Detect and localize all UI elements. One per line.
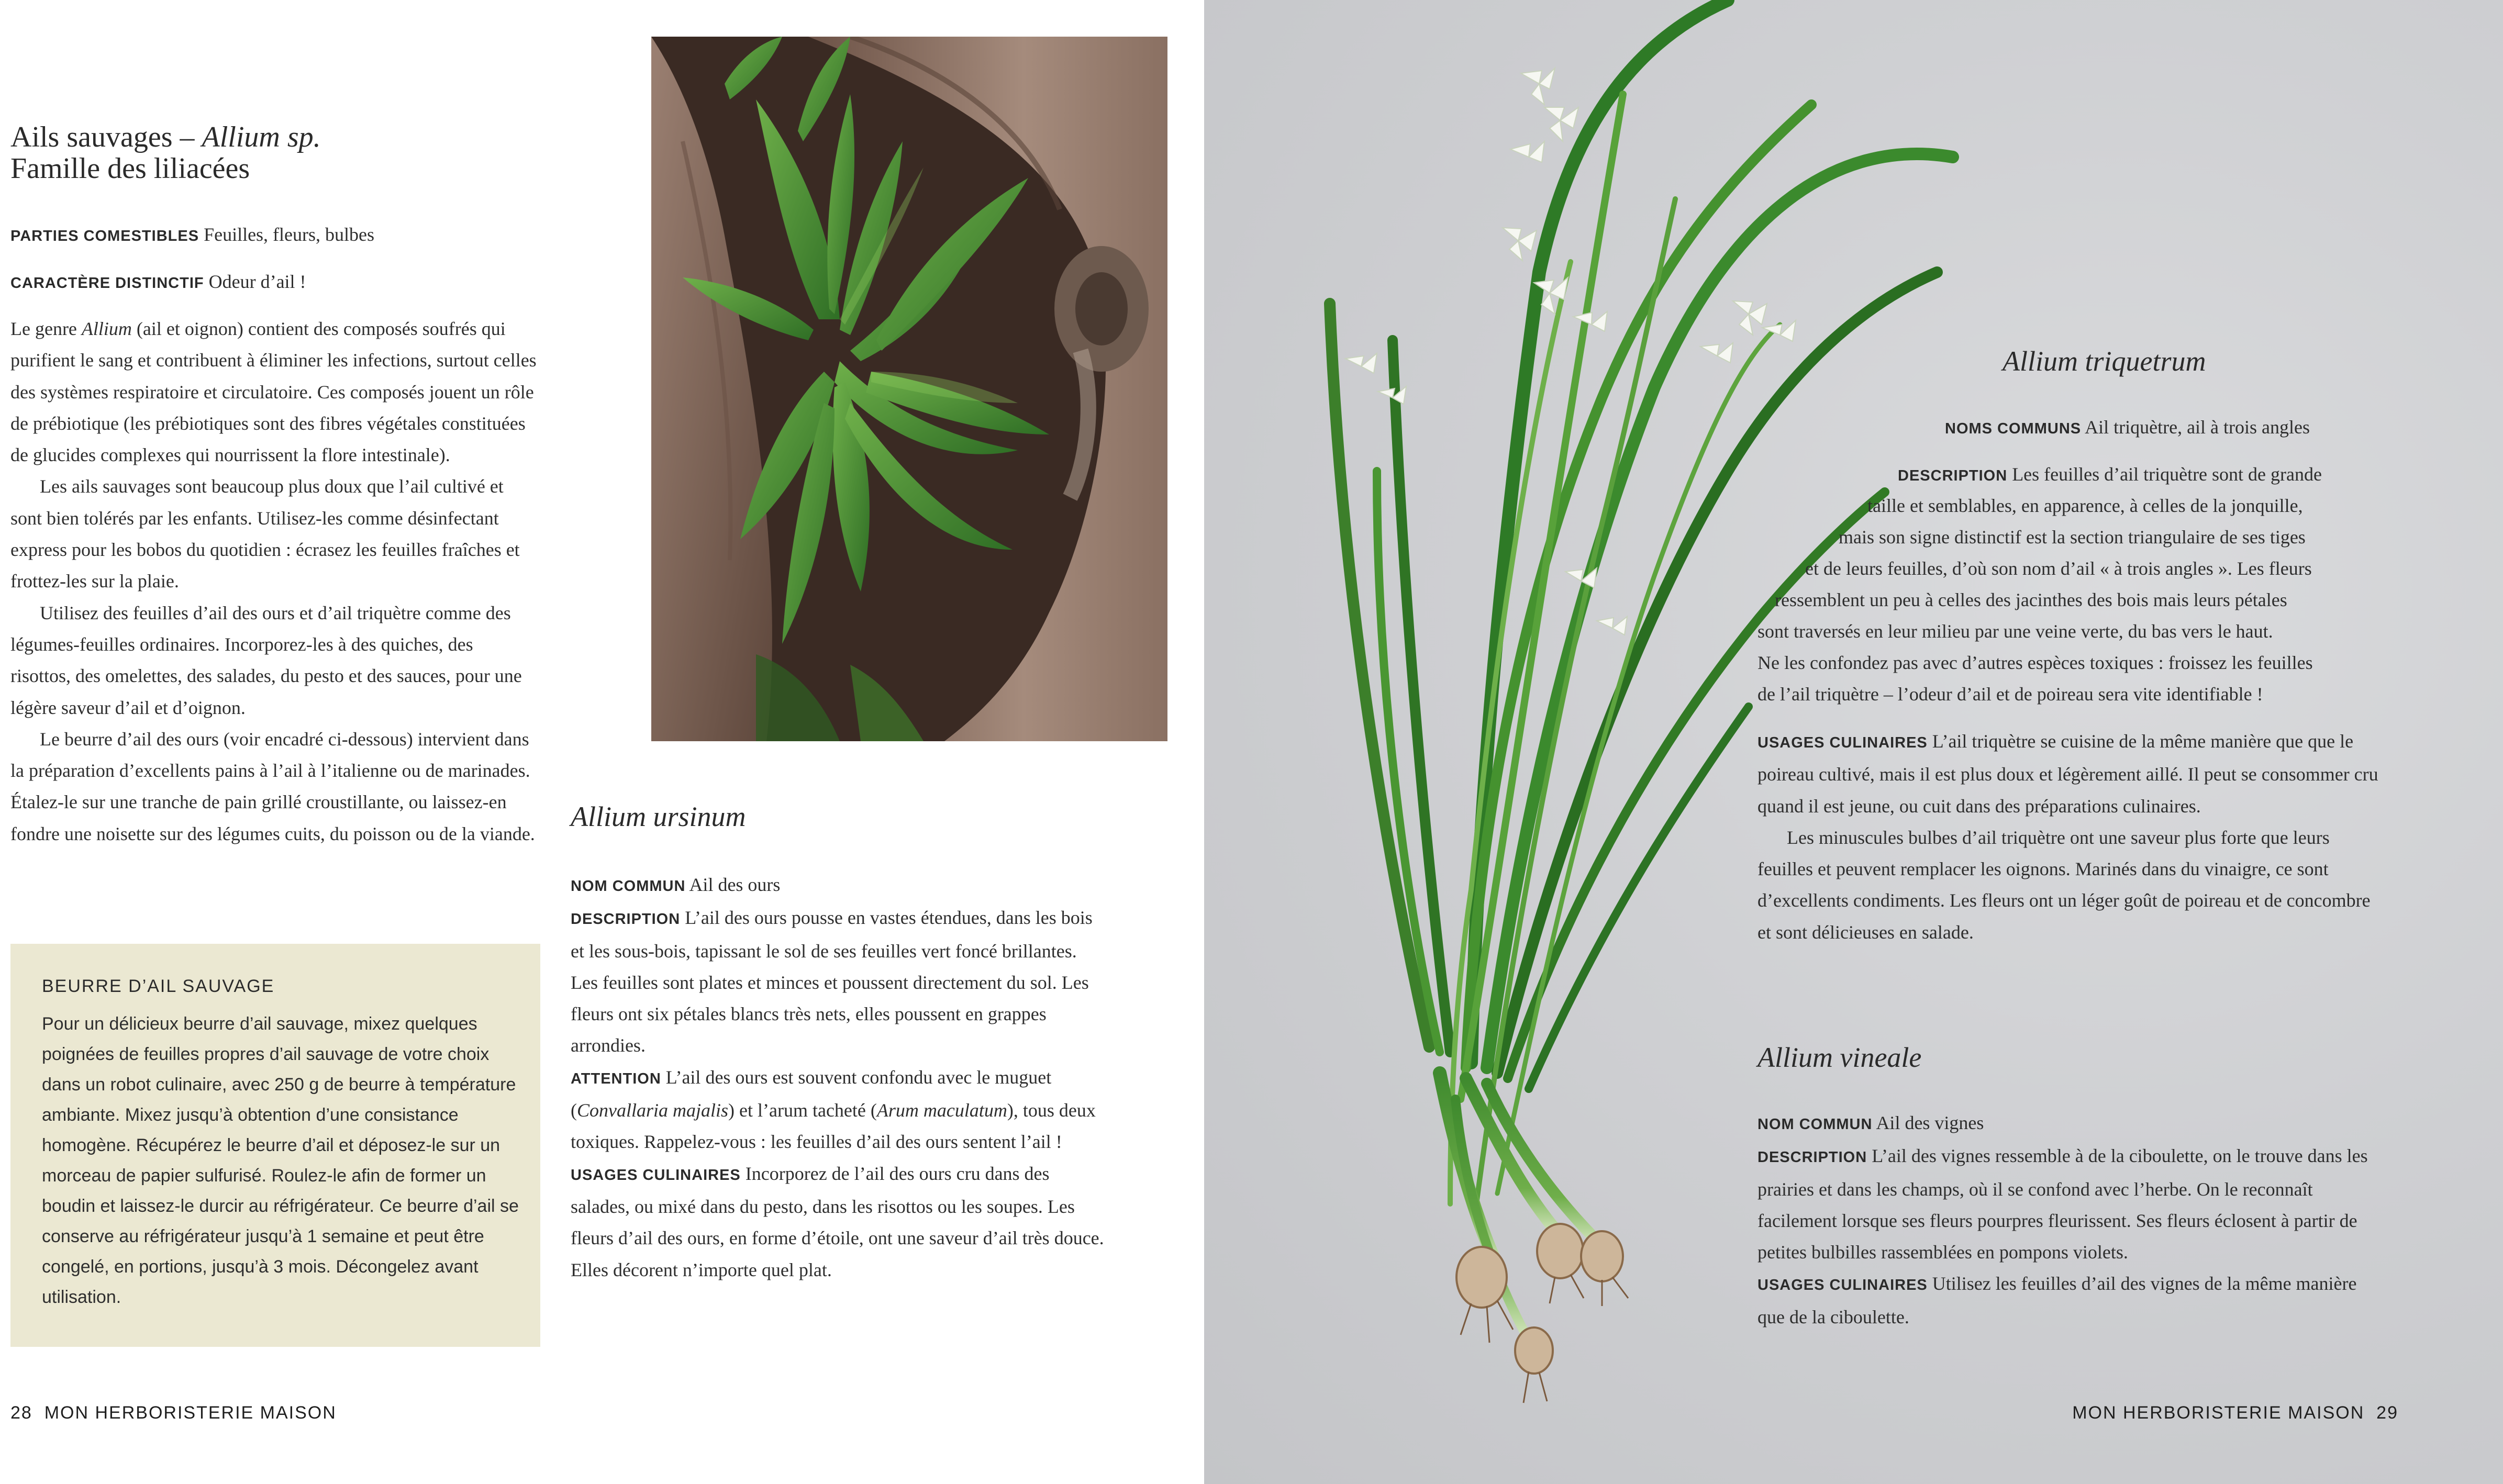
vineale-section [1757,1107,2386,1333]
caractere-text: Odeur d’ail ! [208,271,306,292]
caractere-label: CARACTÈRE DISTINCTIF [10,275,204,292]
ramsons-photo [651,37,1167,741]
triquetrum-heading: Allium triquetrum [2003,345,2206,377]
page-number-left: 28 [10,1403,32,1423]
vineale-desc-text: L’ail des vignes ressemble à de la ciboulette, on le trouve dans les prairies et dans les champs, où il se confond avec l’herbe. On le reconnaît facilement lorsque ses fleurs pourpres fleurissent. Ses fleurs éclosent à partir de petites bulbilles rassemblées en pompons violets. [1757,1145,2368,1263]
ursinum-heading: Allium ursinum [571,801,746,832]
right-footer [2072,1403,2398,1423]
paragraph-2: Les ails sauvages sont beaucoup plus doux que l’ail cultivé et sont bien tolérés par les enfants. Utilisez-les comme désinfectant express pour les bobos du quotidien : écrasez les feuilles fraîches et frottez-les sur la plaie. [10,476,520,592]
ursinum-desc-text: L’ail des ours pousse en vastes étendues, dans les bois et les sous-bois, tapissant le sol de ses feuilles vert foncé brillantes. Les feuilles sont plates et minces et poussent directement du sol. Les fleurs ont six pétales blancs très nets, elles poussent en grappes arrondies. [571,907,1093,1056]
triquetrum-noms-label: NOMS COMMUNS [1945,420,2082,437]
ursinum-section: NOM COMMUN Ail des ours DESCRIPTION L’ail des ours pousse en vastes étendues, dans les bois et les sous-bois, tapissant le sol de ses feuilles vert foncé brillantes. Les feuilles sont plates et minces et poussent directement du sol. Les fleurs ont six pétales blancs très nets, elles poussent en grappes arrondies. ATTENTION L’ail des ours est souvent confondu avec le muguet (Convallaria majalis) et l’arum tacheté (Arum maculatum), tous deux toxiques. Rappelez-vous : les feuilles d’ail des ours sentent l’ail ! USAGES CULINAIRES Incorporez de l’ail des ours cru dans des salades, ou mixé dans du pesto, dans les risottos ou les soupes. Les fleurs d’ail des ours, en forme d’étoile, ont une saveur d’ail très douce. Elles décorent n’importe quel plat. [571,874,1104,1280]
vineale-nom-text: Ail des vignes [1876,1112,1984,1133]
parties-text: Feuilles, fleurs, bulbes [204,224,375,245]
title-plain: Ails sauvages – [10,121,202,153]
left-footer [10,1403,337,1423]
vineale-usages-text: Utilisez les feuilles d’ail des vignes de la même manière que de la ciboulette. [1757,1273,2357,1327]
triquetrum-desc-line7: Ne les confondez pas avec d’autres espèces toxiques : froissez les feuilles [1757,652,2313,673]
vineale-nom-label: NOM COMMUN [1757,1116,1873,1133]
triquetrum-desc-line2: taille et semblables, en apparence, à celles de la jonquille, [1867,495,2303,516]
recipe-box-title: BEURRE D’AIL SAUVAGE [42,976,275,996]
ursinum-usages-label: USAGES CULINAIRES [571,1166,741,1184]
ursinum-usages-text: Incorporez de l’ail des ours cru dans des salades, ou mixé dans du pesto, dans les risottos ou les soupes. Les fleurs d’ail des ours, en forme d’étoile, ont une saveur d’ail très douce. Elles décorent n’importe quel plat. [571,1163,1104,1280]
triquetrum-noms [1945,411,2310,444]
triquetrum-usages-p2: Les minuscules bulbes d’ail triquètre ont une saveur plus forte que leurs feuilles et peuvent remplacer les oignons. Marinés dans du vinaigre, ce sont d’excellents condiments. Les fleurs ont un léger goût de poireau et de concombre et sont délicieuses en salade. [1757,827,2371,943]
book-title-left: MON HERBORISTERIE MAISON [44,1403,337,1423]
book-title-right: MON HERBORISTERIE MAISON [2072,1403,2365,1423]
right-page [1204,0,2503,1484]
paragraph-1: Le genre Allium (ail et oignon) contient des composés soufrés qui purifient le sang et contribuent à éliminer les infections, surtout celles des systèmes respiratoire et circulatoire. Ces composés jouent un rôle de prébiotique (les prébiotiques sont des fibres végétales constituées de glucides complexes qui nourrissent la flore intestinale). [10,318,537,466]
title-latin: Allium sp. [202,121,321,153]
parties-comestibles [10,219,534,252]
paragraph-3: Utilisez des feuilles d’ail des ours et d’ail triquètre comme des légumes-feuilles ordinaires. Incorporez-les à des quiches, des risottos, des omelettes, des salades, du pesto et des sauces, pour une légère saveur d’ail et d’oignon. [10,602,522,718]
title-family: Famille des liliacées [10,152,250,185]
ursinum-attention-label: ATTENTION [571,1070,661,1087]
ursinum-desc-label: DESCRIPTION [571,911,681,928]
ramsons-photo-illustration [651,37,1167,741]
triquetrum-usages [1757,726,2386,948]
triquetrum-usages-label: USAGES CULINAIRES [1757,734,1928,751]
triquetrum-desc-line8: de l’ail triquètre – l’odeur d’ail et de poireau sera vite identifiable ! [1757,684,2263,705]
species-title [10,121,534,184]
recipe-box [10,944,540,1347]
parties-label: PARTIES COMESTIBLES [10,228,199,244]
triquetrum-desc-line1: DESCRIPTION Les feuilles d’ail triquètre sont de grande [1898,464,2322,485]
ursinum-nom-label: NOM COMMUN [571,878,686,895]
paragraph-4: Le beurre d’ail des ours (voir encadré ci-dessous) intervient dans la préparation d’excellents pains à l’ail à l’italienne ou de marinades. Étalez-le sur une tranche de pain grillé croustillante, ou laissez-en fondre une noisette sur des légumes cuits, du poisson ou de la viande. [10,728,535,844]
triquetrum-noms-text: Ail triquètre, ail à trois angles [2085,417,2310,438]
triquetrum-desc-label: DESCRIPTION [1898,467,2008,484]
triquetrum-desc-line5: ressemblent un peu à celles des jacinthes des bois mais leurs pétales [1775,589,2287,610]
caractere-distinctif [10,266,534,299]
vineale-usages-label: USAGES CULINAIRES [1757,1277,1928,1294]
left-page [0,0,1204,1484]
triquetrum-usages-text: L’ail triquètre se cuisine de la même manière que que le poireau cultivé, mais il est plus doux et légèrement aillé. Il peut se consommer cru quand il est jeune, ou cuit dans des préparations culinaires. [1757,731,2378,817]
vineale-desc-label: DESCRIPTION [1757,1149,1867,1166]
intro-text [10,313,537,850]
vineale-heading: Allium vineale [1757,1042,1922,1073]
triquetrum-desc-line6: sont traversés en leur milieu par une veine verte, du bas vers le haut. [1757,621,2273,642]
triquetrum-desc-line4: et de leurs feuilles, d’où son nom d’ail « à trois angles ». Les fleurs [1805,558,2312,579]
triquetrum-desc-line3: mais son signe distinctif est la section triangulaire de ses tiges [1839,527,2306,548]
ursinum-nom-text: Ail des ours [689,874,781,895]
page-number-right: 29 [2376,1403,2398,1423]
recipe-box-text: Pour un délicieux beurre d’ail sauvage, mixez quelques poignées de feuilles propres d’ail sauvage de votre choix dans un robot culinaire, avec 250 g de beurre à température ambiante. Mixez jusqu’à obtention d’une consistance homogène. Récupérez le beurre d’ail et déposez-le sur un morceau de papier sulfurisé. Roulez-le afin de former un boudin et laissez-le durcir au réfrigérateur. Ce beurre d’ail se conserve au réfrigérateur jusqu’à 1 semaine et peut être congelé, en portions, jusqu’à 3 mois. Décongelez avant utilisation. [42,1014,519,1307]
